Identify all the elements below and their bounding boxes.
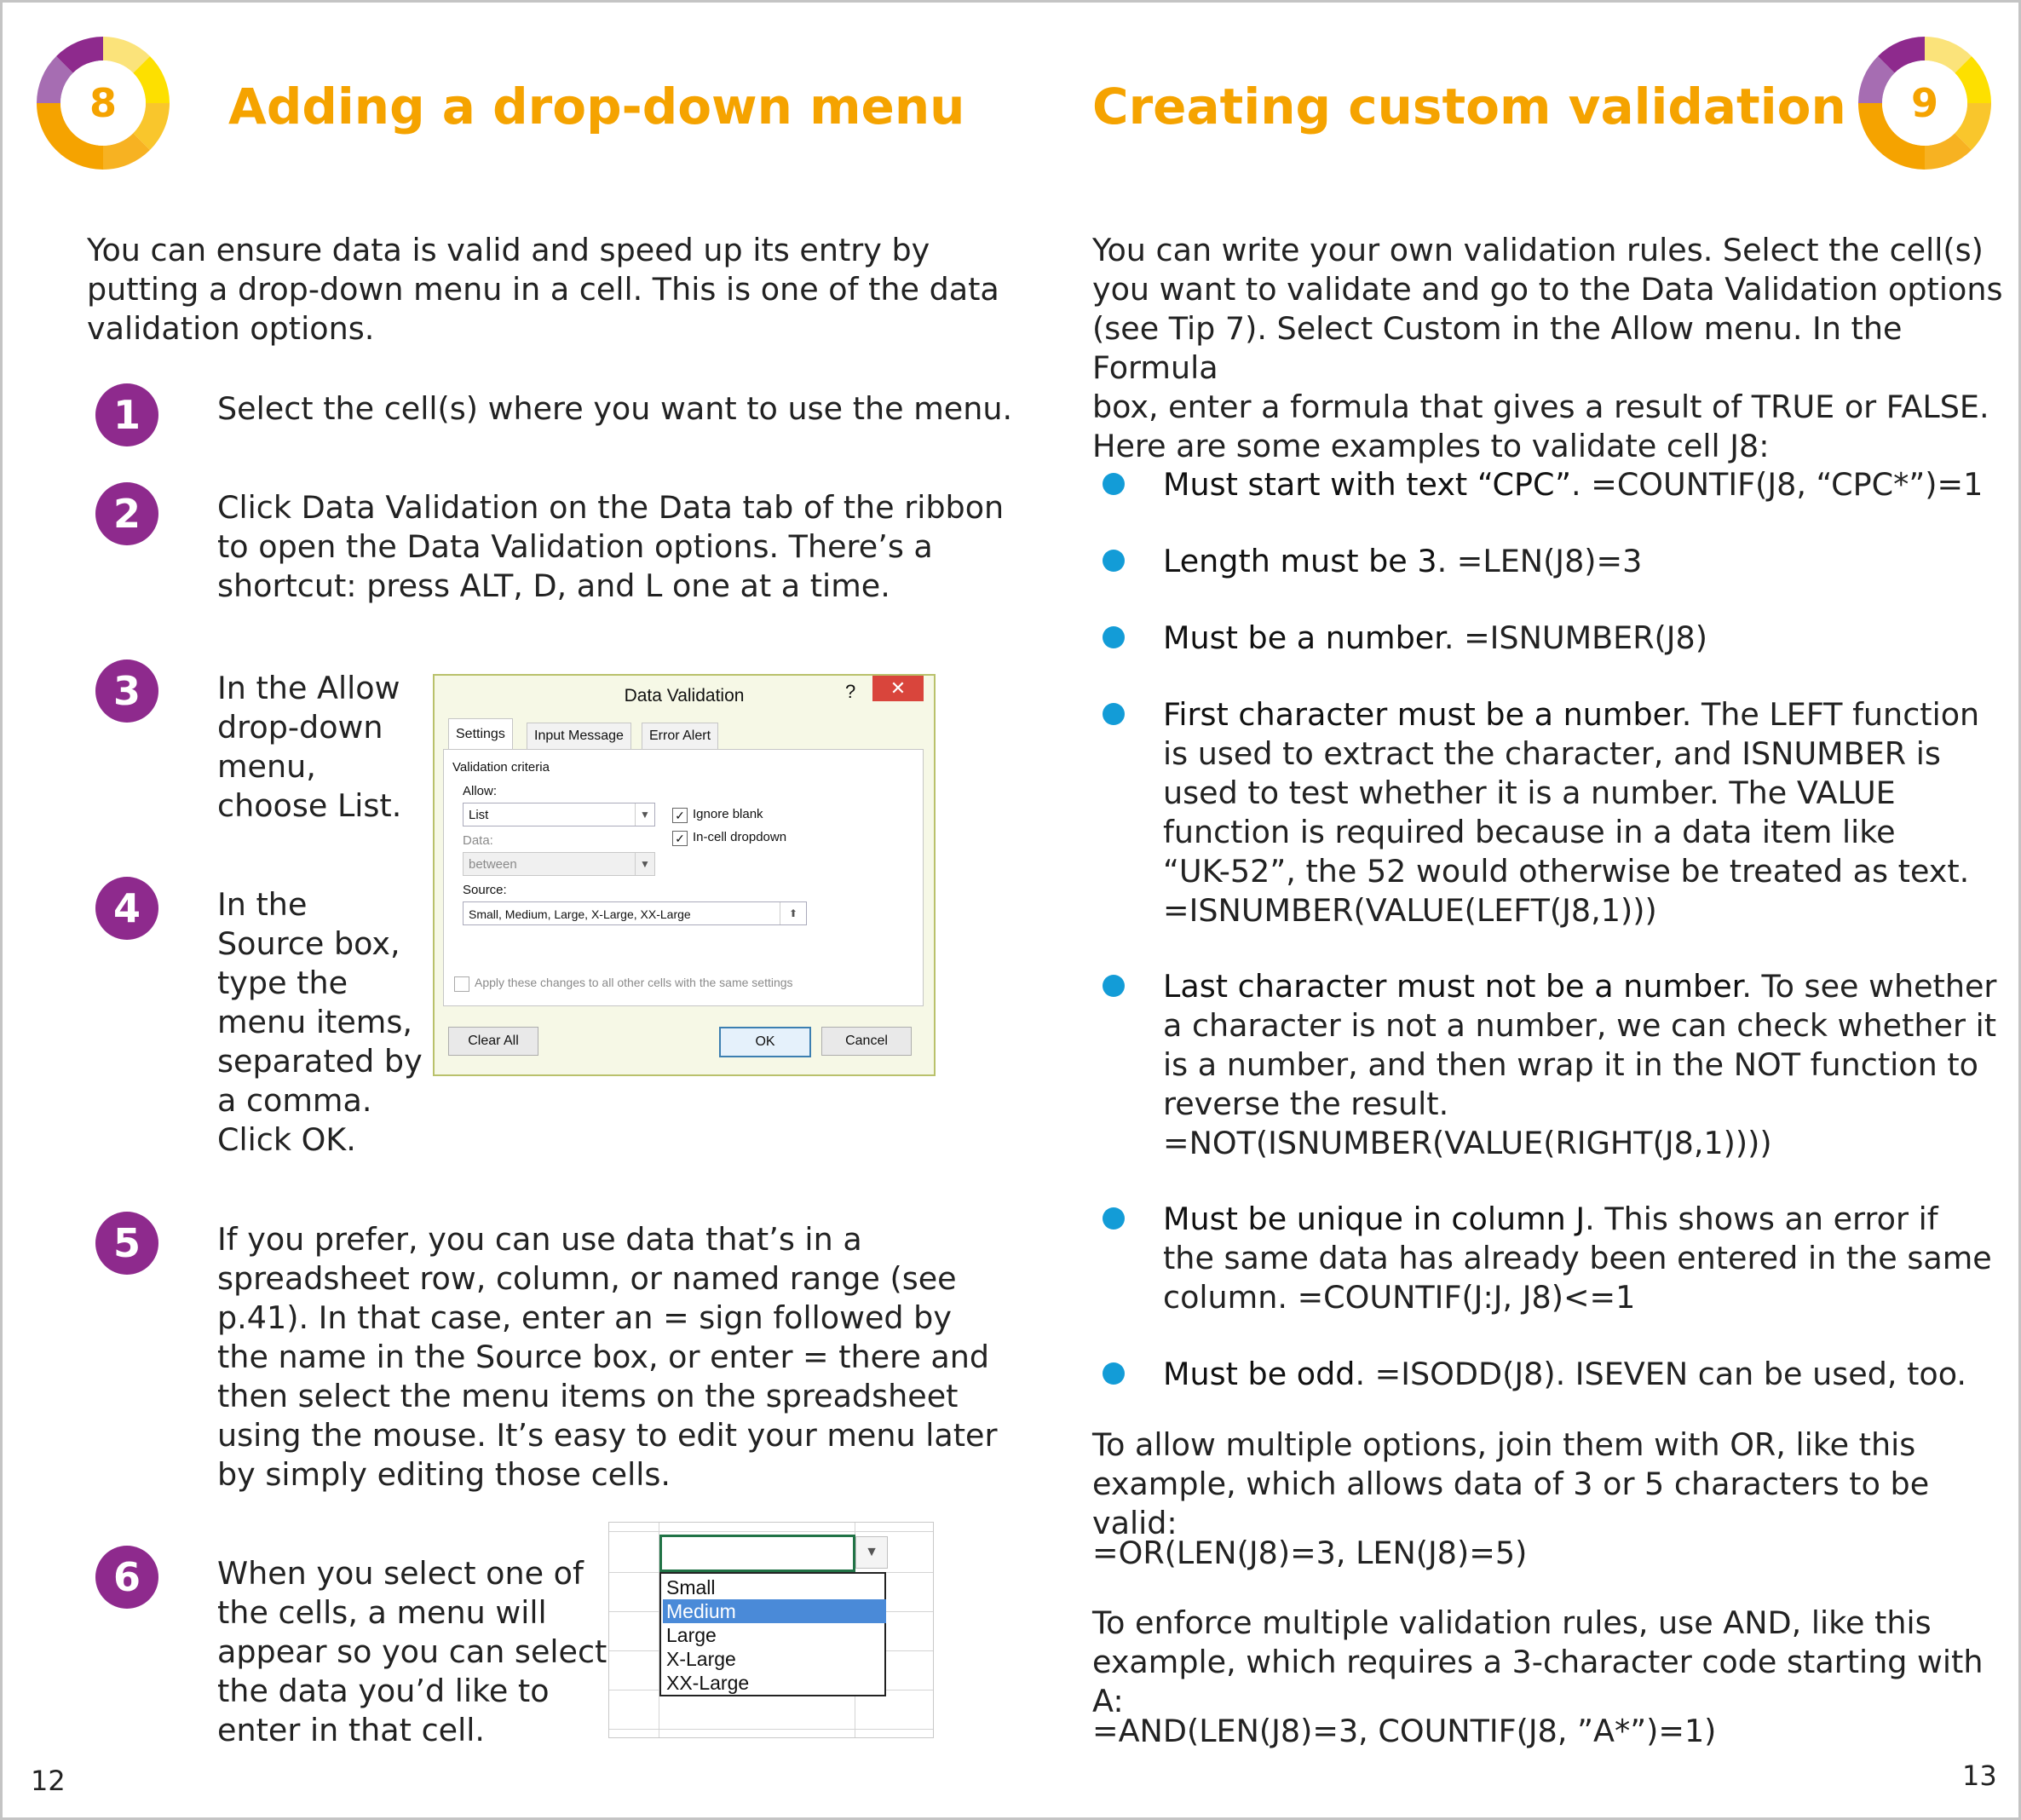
step-text: In the Source box, type the menu items, separated by a comma. Click OK.	[217, 886, 423, 1158]
bullet-icon	[1103, 975, 1125, 997]
list-item[interactable]: XX-Large	[666, 1672, 750, 1694]
tip-9-badge-icon	[1856, 34, 1994, 172]
intro-text: You can ensure data is valid and speed up its entry by putting a drop-down menu in a cell. This is one of the data validation options.	[87, 232, 999, 347]
tip-8-badge-icon	[34, 34, 172, 172]
list-item[interactable]: X-Large	[666, 1648, 736, 1670]
clear-all-button[interactable]: Clear All	[448, 1027, 538, 1056]
source-label: Source:	[463, 883, 507, 897]
step-number: 5	[95, 1212, 158, 1275]
step-number: 3	[95, 659, 158, 723]
tip-number: 9	[1910, 80, 1939, 126]
list-item[interactable]: Medium	[663, 1599, 886, 1623]
bullet-text: Must be unique in column J. This shows an error if the same data has already been entered in the same column. =COUNTIF(J:J, J8)<=1	[1163, 1201, 1992, 1316]
tip-number: 8	[89, 80, 118, 126]
step-text: When you select one of the cells, a menu will appear so you can select the data you’d like to enter in that cell.	[217, 1555, 607, 1748]
or-formula: =OR(LEN(J8)=3, LEN(J8)=5)	[1092, 1535, 1528, 1571]
list-item[interactable]: Large	[666, 1624, 717, 1646]
page-title: Adding a drop-down menu	[228, 78, 965, 135]
bullet-icon	[1103, 1207, 1125, 1230]
cancel-button[interactable]: Cancel	[821, 1027, 912, 1056]
bullet-icon	[1103, 626, 1125, 648]
close-icon[interactable]: ✕	[872, 676, 924, 701]
step-number: 1	[95, 383, 158, 446]
bullet-text: Length must be 3. =LEN(J8)=3	[1163, 543, 1643, 579]
apply-all-label: Apply these changes to all other cells with the same settings	[475, 976, 793, 989]
and-formula: =AND(LEN(J8)=3, COUNTIF(J8, ”A*”)=1)	[1092, 1713, 1717, 1749]
incell-dropdown-label: In-cell dropdown	[693, 830, 787, 844]
tab-settings[interactable]: Settings	[448, 718, 513, 750]
bullet-icon	[1103, 550, 1125, 572]
step-text: In the Allow drop-down menu, choose List.	[217, 670, 402, 824]
allow-label: Allow:	[463, 784, 498, 798]
or-paragraph: To allow multiple options, join them with OR, like this example, which allows data of 3 or 5 characters to be valid:	[1092, 1426, 1930, 1541]
dropdown-arrow-icon[interactable]: ▼	[855, 1536, 888, 1569]
tab-error-alert[interactable]: Error Alert	[642, 723, 718, 749]
tab-input-message[interactable]: Input Message	[527, 723, 631, 749]
apply-all-checkbox[interactable]	[454, 976, 469, 992]
allow-value: List	[469, 808, 489, 822]
allow-select[interactable]	[463, 803, 655, 826]
section-label: Validation criteria	[452, 760, 550, 775]
dialog-title: Data Validation	[624, 686, 745, 706]
help-icon[interactable]: ?	[845, 681, 856, 702]
ignore-blank-label: Ignore blank	[693, 807, 763, 821]
collapse-range-icon[interactable]: ⬆	[780, 902, 806, 924]
intro-text: You can write your own validation rules. Select the cell(s) you want to validate and go to the Data Validation options (see Tip 7). Select Custom in the Allow menu. In the Formula box, enter a formula that gives a result of TRUE or FALSE. Here are some examples to validate cell J8:	[1092, 232, 2003, 464]
bullet-icon	[1103, 473, 1125, 495]
source-value: Small, Medium, Large, X-Large, XX-Large	[469, 907, 691, 921]
step-text: If you prefer, you can use data that’s in a spreadsheet row, column, or named range (see p.41). In that case, enter an = sign followed by the name in the Source box, or enter = there and then select the menu items on the spreadsheet using the mouse. It’s easy to edit your menu later by simply editing those cells.	[217, 1221, 998, 1493]
bullet-text: Must start with text “CPC”. =COUNTIF(J8, “CPC*”)=1	[1163, 466, 1984, 503]
step-text: Select the cell(s) where you want to use the menu.	[217, 390, 1013, 427]
data-validation-dialog	[433, 674, 936, 1076]
source-input[interactable]	[463, 901, 807, 925]
ok-button[interactable]: OK	[719, 1027, 811, 1057]
bullet-text: First character must be a number. The LEFT function is used to extract the character, and ISNUMBER is used to test whether it is a number. The VALUE function is required because in a data item like “UK-52”, the 52 would otherwise be treated as text. =ISNUMBER(VALUE(LEFT(J8,1)))	[1163, 696, 1980, 929]
incell-dropdown-checkbox[interactable]: ✓	[672, 831, 688, 846]
and-paragraph: To enforce multiple validation rules, use AND, like this example, which requires a 3-character code starting with A:	[1092, 1604, 1984, 1719]
page-title: Creating custom validation	[1092, 78, 1846, 135]
data-select	[463, 852, 655, 876]
step-number: 4	[95, 877, 158, 940]
bullet-text: Must be a number. =ISNUMBER(J8)	[1163, 619, 1708, 656]
ignore-blank-checkbox[interactable]: ✓	[672, 808, 688, 823]
dropdown-list	[659, 1572, 886, 1696]
chevron-down-icon: ▼	[635, 803, 654, 826]
selected-cell[interactable]	[659, 1535, 855, 1572]
list-item[interactable]: Small	[666, 1576, 716, 1598]
settings-panel	[443, 749, 924, 1006]
page-number: 13	[1962, 1760, 1997, 1792]
dropdown-example	[608, 1522, 934, 1738]
step-number: 2	[95, 482, 158, 545]
step-text: Click Data Validation on the Data tab of the ribbon to open the Data Validation options. There’s a shortcut: press ALT, D, and L one at a time.	[217, 489, 1005, 604]
bullet-text: Must be odd. =ISODD(J8). ISEVEN can be used, too.	[1163, 1356, 1967, 1392]
step-number: 6	[95, 1546, 158, 1609]
bullet-icon	[1103, 703, 1125, 725]
bullet-text: Last character must not be a number. To see whether a character is not a number, we can check whether it is a number, and then wrap it in the NOT function to reverse the result. =NOT(ISNUMBER(VALUE(RIGHT(J8,1))))	[1163, 968, 1997, 1161]
page-number: 12	[31, 1765, 66, 1797]
chevron-down-icon: ▼	[635, 853, 654, 875]
data-value: between	[469, 857, 517, 872]
bullet-icon	[1103, 1362, 1125, 1385]
data-label: Data:	[463, 833, 493, 848]
